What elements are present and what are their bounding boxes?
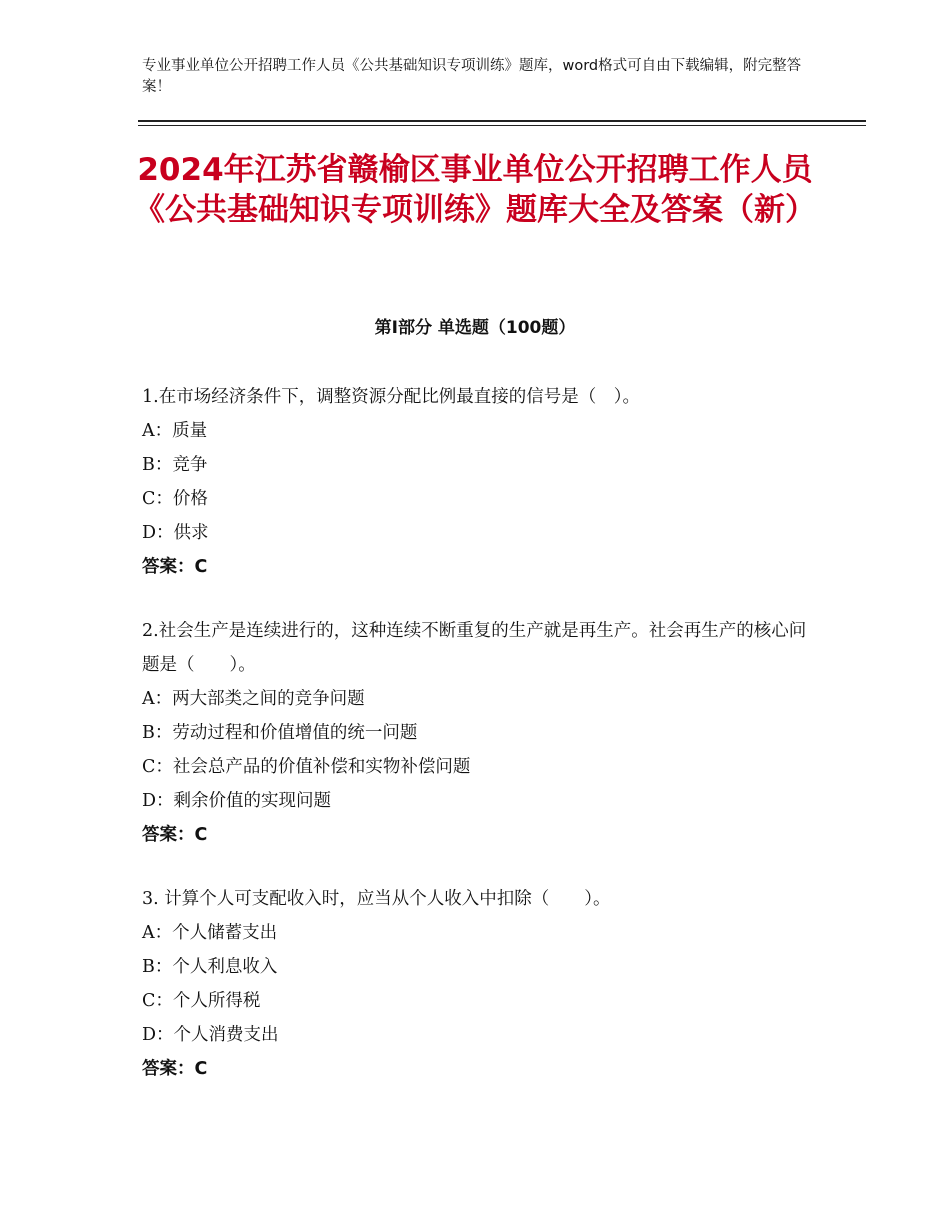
question-stem: 3. 计算个人可支配收入时，应当从个人收入中扣除（ ）。 xyxy=(142,889,611,909)
answer: 答案：C xyxy=(142,557,208,577)
question-2 xyxy=(142,614,822,852)
question-1 xyxy=(142,380,822,584)
question-3 xyxy=(142,882,822,1086)
option-d: D：个人消费支出 xyxy=(142,1025,279,1045)
option-d: D：剩余价值的实现问题 xyxy=(142,791,332,811)
option-a: A：质量 xyxy=(142,421,208,441)
question-stem: 2.社会生产是连续进行的，这种连续不断重复的生产就是再生产。社会再生产的核心问题是（ ）。 xyxy=(142,621,807,675)
header-divider-thin xyxy=(138,125,866,126)
option-b: B：劳动过程和价值增值的统一问题 xyxy=(142,723,418,743)
option-b: B：竞争 xyxy=(142,455,208,475)
answer: 答案：C xyxy=(142,825,208,845)
header-divider xyxy=(138,120,866,122)
option-a: A：两大部类之间的竞争问题 xyxy=(142,689,365,709)
answer: 答案：C xyxy=(142,1059,208,1079)
header-note: 专业事业单位公开招聘工作人员《公共基础知识专项训练》题库，word格式可自由下载编辑，附完整答案！ xyxy=(142,58,802,95)
question-stem: 1.在市场经济条件下，调整资源分配比例最直接的信号是（ ）。 xyxy=(142,387,640,407)
option-b: B：个人利息收入 xyxy=(142,957,278,977)
question-list xyxy=(142,380,822,1116)
option-c: C：个人所得税 xyxy=(142,991,261,1011)
option-c: C：价格 xyxy=(142,489,208,509)
option-c: C：社会总产品的价值补偿和实物补偿问题 xyxy=(142,757,471,777)
option-d: D：供求 xyxy=(142,523,209,543)
section-heading: 第Ⅰ部分 单选题（100题） xyxy=(374,318,576,338)
document-title: 2024年江苏省赣榆区事业单位公开招聘工作人员《公共基础知识专项训练》题库大全及答案（新） xyxy=(134,152,816,228)
option-a: A：个人储蓄支出 xyxy=(142,923,278,943)
